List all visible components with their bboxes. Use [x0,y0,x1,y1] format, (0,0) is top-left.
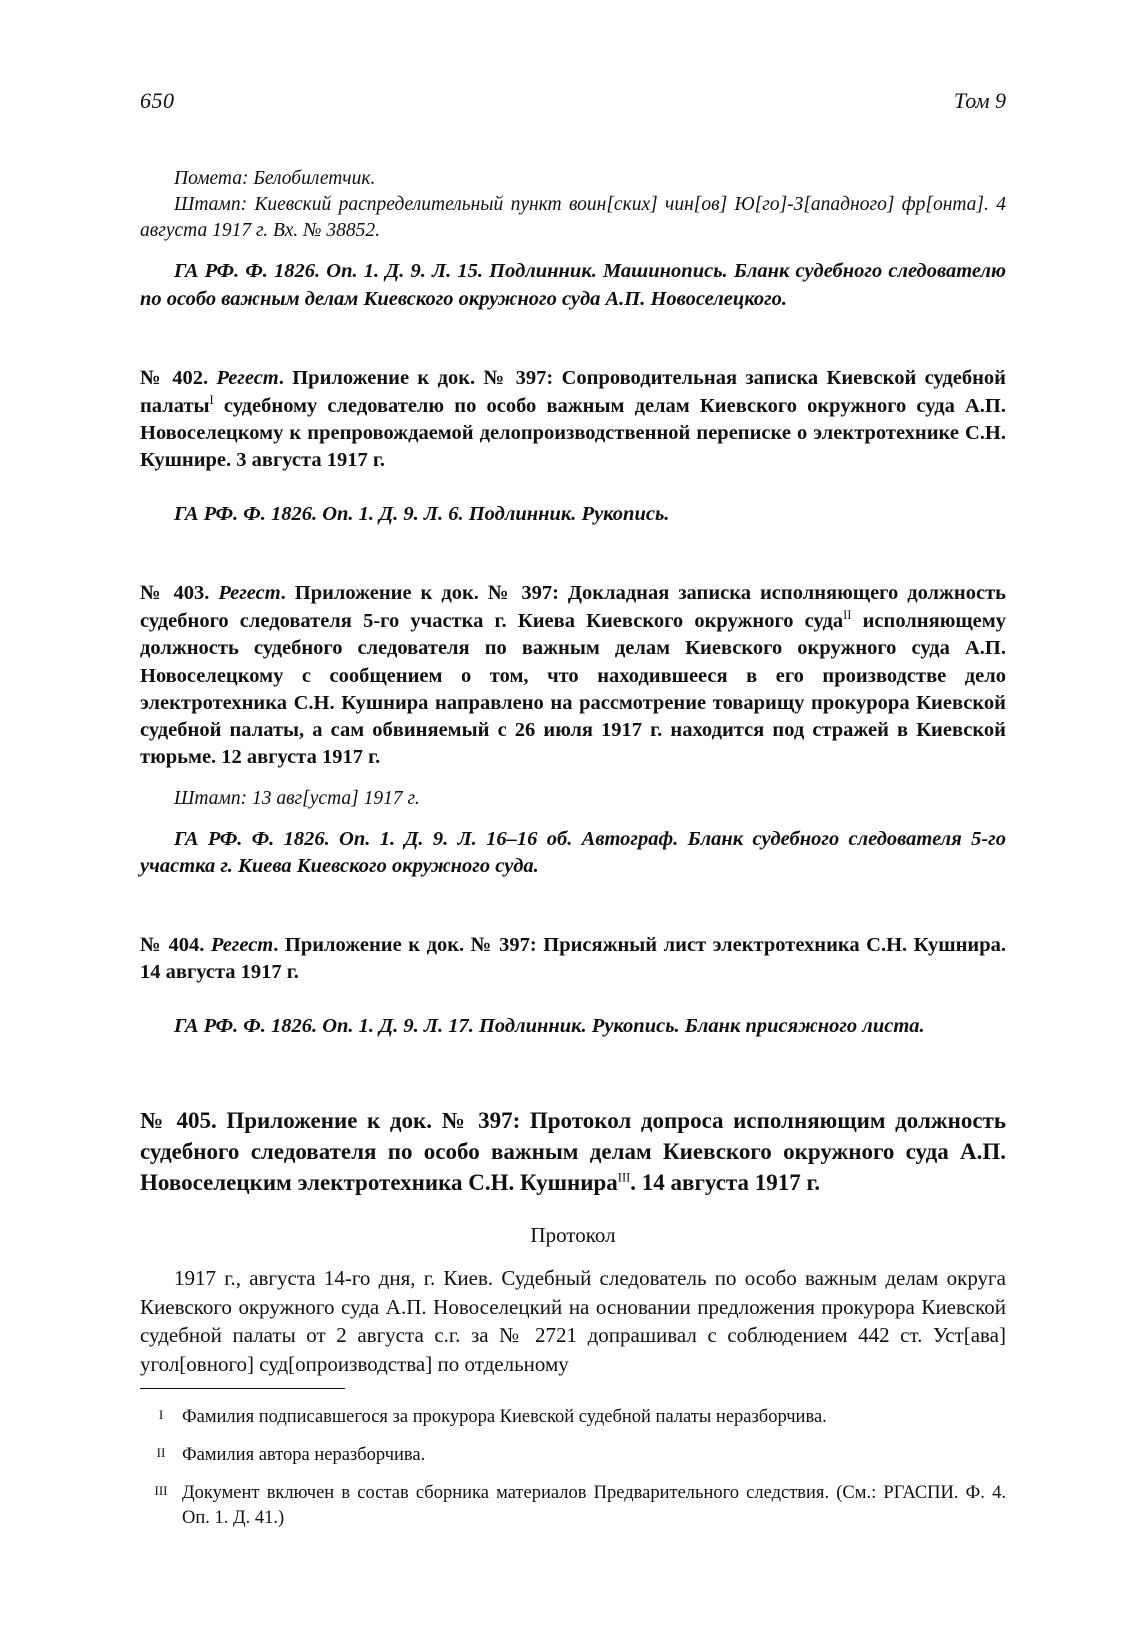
regest-402 [140,365,1006,475]
footnotes-section [140,1388,1006,1544]
footnote-mark: II [156,1444,166,1460]
regest-402-number: № 402. [140,366,217,389]
regest-404-number: № 404. [140,934,211,957]
note-shtamp: Штамп: Киевский распределительный пункт воин[ских] чин[ов] Ю[го]-З[ападного] фр[онта]. 4 августа 1917 г. Вх. № 38852. [140,194,1006,242]
note-shtamp-403: Штамп: 13 авг[уста] 1917 г. [174,787,420,809]
footnote-marker-2: II [843,608,852,623]
regest-403-word: Регест [218,581,281,604]
footnote-mark: I [158,1407,164,1422]
running-head [140,88,1006,114]
volume-label: Том 9 [953,88,1006,113]
footnote-text: Документ включен в состав сборника материалов Предварительного следствия. (См.: РГАСПИ. Ф. 4. Оп. 1. Д. 41.) [182,1482,1006,1528]
document-405-title-text: № 405. Приложение к док. № 397: Протокол допроса исполняющим должность судебного следователя по особо важным делам Киевского окружного суда А.П. Новоселецким электротехника С.Н. Кушнира [140,1107,1006,1195]
footnote-mark: III [154,1482,168,1498]
footnote-item [140,1443,1006,1468]
footnote-item [140,1481,1006,1531]
document-405-title-date: . 14 августа 1917 г. [630,1169,821,1195]
document-405-subtitle: Протокол [530,1223,616,1248]
footnote-divider [140,1388,345,1389]
regest-402-text: . Приложение к док. № 397: Сопроводительная записка Киевской судебной палаты [140,366,1006,417]
regest-403-rest: исполняющему должность судебного следователя по важным делам Киевского окружного суда А.П. Новоселецкому с сообщением о том, что находившееся в его производстве дело электротехника С.Н. Кушнира направлено на рассмотрение товарищу прокурора Киевской судебной палаты, а сам обвиняемый с 26 июля 1917 г. находится под стражей в Киевской тюрьме. 12 августа 1917 г. [140,610,1006,769]
document-405-title [140,1106,1006,1198]
footnote-text: Фамилия подписавшегося за прокурора Киевской судебной палаты неразборчива. [182,1407,827,1427]
regest-404-text: . Приложение к док. № 397: Присяжный лист электротехника С.Н. Кушнира. 14 августа 1917 г. [140,934,1006,984]
regest-404 [140,932,1006,987]
document-405-body: 1917 г., августа 14-го дня, г. Киев. Судебный следователь по особо важным делам округа Киевского окружного суда А.П. Новоселецкий на основании предложения прокурора Киевской судебной палаты от 2 августа с.г. за № 2721 допрашивал с соблюдением 442 ст. Уст[ава] угол[овного] суд[опроизводства] по отдельному [140,1266,1006,1376]
regest-404-word: Регест [210,934,274,957]
note-pometa: Помета: Белобилетчик. [174,168,376,189]
footnote-item [140,1405,1006,1430]
footnote-marker-3: III [617,1169,631,1184]
footnote-marker-1: I [209,393,214,408]
regest-402-rest: судебному следователю по особо важным делам Киевского окружного суда А.П. Новоселецкому к препровождаемой делопроизводственной переписке о электротехнике С.Н. Кушнире. 3 августа 1917 г. [140,394,1006,472]
regest-403-text: . Приложение к док. № 397: Докладная записка исполняющего должность судебного следователя 5-го участка г. Киева Киевского окружного суда [140,581,1006,633]
archive-reference-403: ГА РФ. Ф. 1826. Оп. 1. Д. 9. Л. 16–16 об. Автограф. Бланк судебного следователя 5-го участка г. Киева Киевского окружного суда. [140,827,1006,877]
archive-reference-401: ГА РФ. Ф. 1826. Оп. 1. Д. 9. Л. 15. Подлинник. Машинопись. Бланк судебного следователю по особо важным делам Киевского окружного суда А.П. Новоселецкого. [140,260,1006,310]
regest-402-word: Регест [216,366,279,389]
regest-403-number: № 403. [140,581,219,604]
regest-403 [140,580,1006,772]
archive-reference-402: ГА РФ. Ф. 1826. Оп. 1. Д. 9. Л. 6. Подлинник. Рукопись. [174,502,670,525]
page-number: 650 [140,88,175,113]
footnote-text: Фамилия автора неразборчива. [182,1444,426,1465]
archive-reference-404: ГА РФ. Ф. 1826. Оп. 1. Д. 9. Л. 17. Подлинник. Рукопись. Бланк присяжного листа. [174,1014,925,1037]
page-content [140,166,1006,1378]
